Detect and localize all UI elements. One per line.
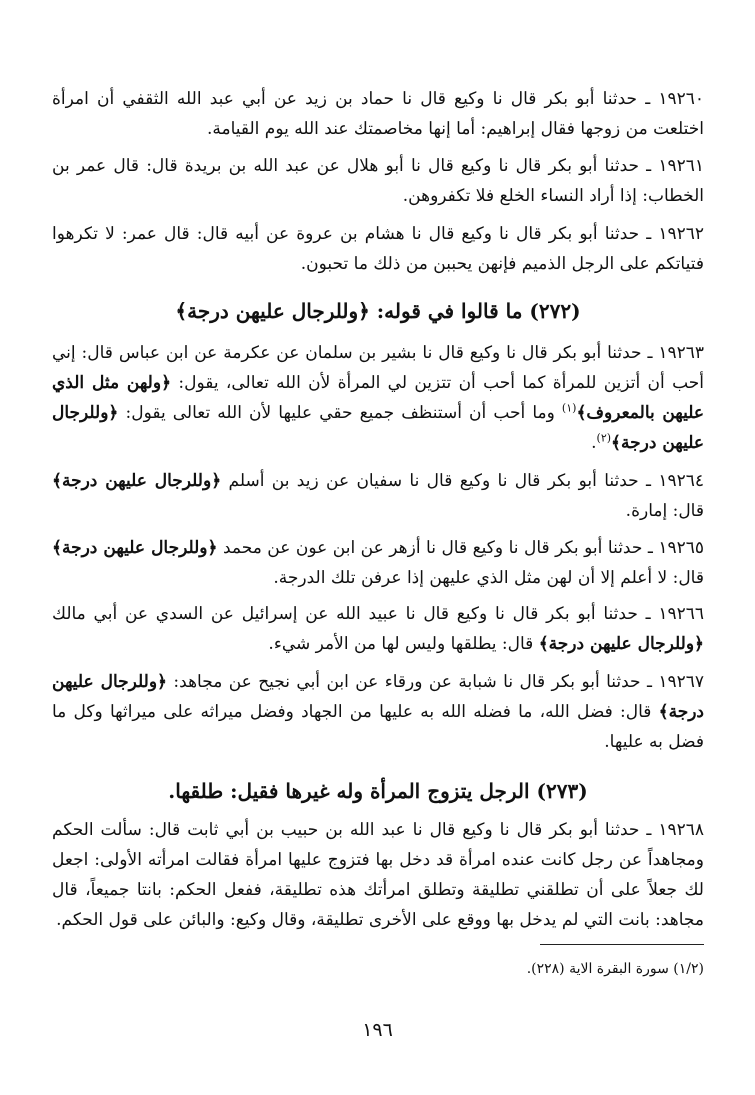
hadith-19267-text-b: قال: فضل الله، ما فضله الله به عليها من الجهاد وفضل ميراثه على ميراثها وكل ما فضل به عليها.	[52, 702, 704, 752]
hadith-19266-text-b: قال: يطلقها وليس لها من الأمر شيء.	[268, 634, 534, 654]
hadith-19264	[52, 466, 704, 526]
page-number: ١٩٦	[362, 1019, 393, 1041]
hadith-19267-text-a: ١٩٢٦٧ ـ حدثنا أبو بكر قال نا شبابة عن ورقاء عن ابن أبي نجيح عن مجاهد:	[173, 672, 705, 692]
quran-quote: ﴿وللرجال عليهن درجة﴾	[52, 403, 704, 453]
hadith-19265-text-b: قال: لا أعلم إلا أن لهن مثل الذي عليهن إذا عرفن تلك الدرجة.	[273, 568, 704, 588]
hadith-19264-text-a: ١٩٢٦٤ ـ حدثنا أبو بكر قال نا وكيع قال نا سفيان عن زيد بن أسلم	[228, 471, 705, 491]
hadith-19267	[52, 667, 704, 757]
quran-quote: ﴿وللرجال عليهن درجة﴾	[52, 471, 222, 491]
footnote-marker: (١)	[561, 401, 577, 415]
hadith-19265	[52, 533, 704, 593]
hadith-19266	[52, 599, 704, 659]
hadith-19263	[52, 338, 704, 458]
quran-quote: ﴿وللرجال عليهن درجة﴾	[52, 672, 704, 722]
hadith-19263-text-a: ١٩٢٦٣ ـ حدثنا أبو بكر قال نا وكيع قال نا بشير بن سلمان عن عكرمة عن ابن عباس قال: إني أحب أن أتزين للمرأة كما أحب أن تتزين لي المرأة لأن الله تعالى، يقول:	[52, 343, 704, 393]
hadith-19264-text-b: قال: إمارة.	[625, 501, 704, 521]
hadith-19263-text-b: وما أحب أن أستنظف جميع حقي عليها لأن الله تعالى يقول:	[125, 403, 555, 423]
hadith-19265-text-a: ١٩٢٦٥ ـ حدثنا أبو بكر قال نا وكيع قال نا أزهر عن ابن عون عن محمد	[222, 538, 704, 558]
quran-quote: ﴿وللرجال عليهن درجة﴾	[52, 538, 218, 558]
hadith-19260: ١٩٢٦٠ ـ حدثنا أبو بكر قال نا وكيع قال نا حماد بن زيد عن أبي عبد الله الثقفي أن امرأة اختلعت من زوجها فقال إبراهيم: أما إنها مخاصمتك عند الله يوم القيامة.	[52, 89, 704, 139]
quran-quote: ﴿ولهن مثل الذي عليهن بالمعروف﴾	[52, 373, 705, 423]
section-heading-272: (٢٧٢) ما قالوا في قوله: ﴿وللرجال عليهن درجة﴾	[175, 299, 581, 323]
section-heading-273: (٢٧٣) الرجل يتزوج المرأة وله غيرها فقيل: طلقها.	[168, 779, 588, 803]
quran-quote: ﴿وللرجال عليهن درجة﴾	[538, 634, 704, 654]
footnote-text: (١/٢) سورة البقرة الاية (٢٢٨).	[526, 961, 704, 977]
hadith-19263-end: .	[591, 433, 597, 453]
hadith-19266-text-a: ١٩٢٦٦ ـ حدثنا أبو بكر قال نا وكيع قال نا عبيد الله عن إسرائيل عن السدي عن أبي مالك	[52, 604, 704, 624]
footnote-divider	[540, 944, 704, 945]
hadith-19268: ١٩٢٦٨ ـ حدثنا أبو بكر قال نا وكيع قال نا عبد الله بن حبيب بن أبي ثابت قال: سألت الحكم ومجاهداً عن رجل كانت عنده امرأة قد دخل بها فتزوج عليها امرأة فقالت امرأته الأولى: اجعل لك جعلاً على أن تطلقني تطليقة وتطلق امرأتك هذه تطليقة، ففعل الحكم: بانتا جميعاً، قال مجاهد: بانت التي لم يدخل بها ووقع على الأخرى تطليقة، وقال وكيع: والبائن على قول الحكم.	[52, 820, 704, 930]
footnote-marker: (٢)	[596, 431, 612, 445]
hadith-19262: ١٩٢٦٢ ـ حدثنا أبو بكر قال نا وكيع قال نا هشام بن عروة عن أبيه قال: قال عمر: لا تكرهوا فتياتكم على الرجل الذميم فإنهن يحببن من ذلك ما تحبون.	[52, 224, 704, 274]
hadith-19261: ١٩٢٦١ ـ حدثنا أبو بكر قال نا وكيع قال نا أبو هلال عن عبد الله بن بريدة قال: قال عمر بن الخطاب: إذا أراد النساء الخلع فلا تكفروهن.	[52, 156, 704, 206]
